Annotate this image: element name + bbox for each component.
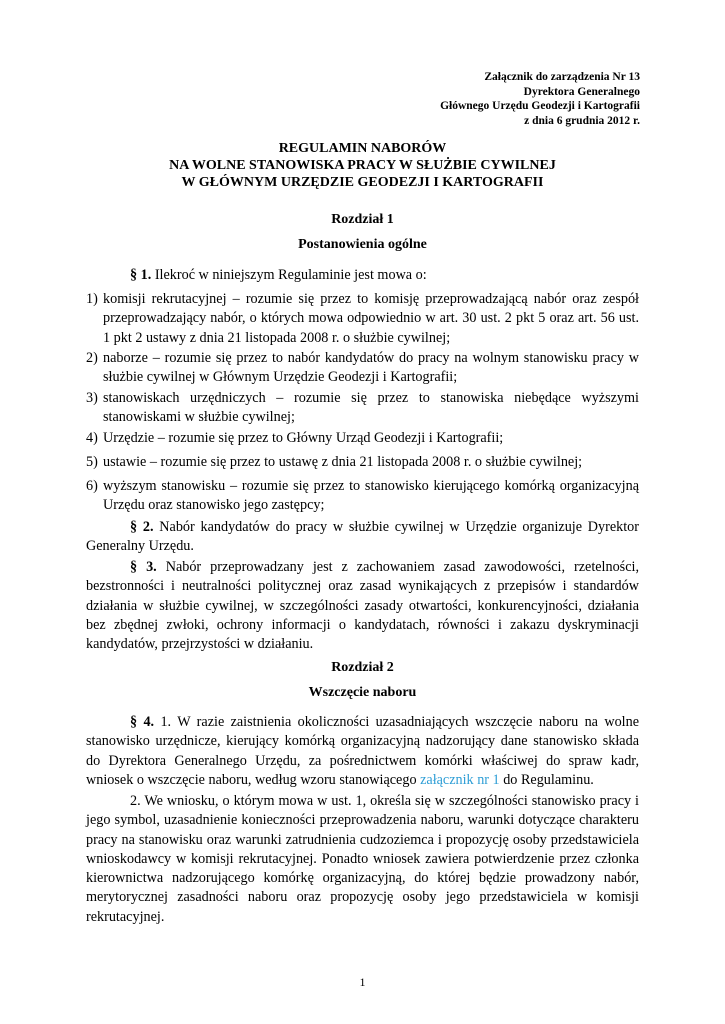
paragraph-4-text-end: do Regulaminu.: [499, 771, 594, 788]
definition-item: [86, 477, 639, 516]
paragraph-1-text: Ilekroć w niniejszym Regulaminie jest mowa o:: [151, 267, 427, 283]
definition-number: 6): [86, 478, 98, 494]
paragraph-3: [86, 558, 639, 654]
chapter-2-name: Wszczęcie naboru: [308, 685, 417, 700]
definition-text: ustawie – rozumie się przez to ustawę z dnia 21 listopada 2008 r. o służbie cywilnej;: [103, 454, 583, 470]
definition-number: 1): [86, 291, 98, 307]
definition-item: [86, 349, 639, 388]
header-line-4: z dnia 6 grudnia 2012 r.: [524, 114, 640, 127]
definition-text: wyższym stanowisku – rozumie się przez to stanowisko kierującego komórką organizacyjną Urzędu oraz stanowisko jego zastępcy;: [103, 478, 639, 514]
definition-item: [86, 453, 639, 472]
definition-item: [86, 290, 639, 348]
paragraph-2-text: Nabór kandydatów do pracy w służbie cywilnej w Urzędzie organizuje Dyrektor Generalny Urzędu.: [86, 519, 640, 555]
paragraph-4-text: 1. W razie zaistnienia okoliczności uzasadniających wszczęcie naboru na wolne stanowisko urzędnicze, kierujący komórką organizacyjną nadzorujący dane stanowisko składa do Dyrektora Generalnego Urzędu, za pośrednictwem komórki właściwej do spraw kadr, wniosek o wszczęcie naboru, według wzoru stanowiącego: [86, 714, 639, 788]
attachment-1-link[interactable]: załącznik nr 1: [420, 771, 500, 788]
document-title: [0, 140, 725, 191]
definition-text: komisji rekrutacyjnej – rozumie się przez to komisję przeprowadzającą nabór oraz zespół przeprowadzający nabór, o których mowa odpowiednio w art. 30 ust. 2 pkt 5 oraz art. 56 ust. 1 pkt 2 ustawy z dnia 21 listopada 2008 r. o służbie cywilnej;: [103, 291, 639, 346]
paragraph-4-mark: § 4.: [130, 714, 155, 730]
chapter-1-name: Postanowienia ogólne: [298, 237, 427, 252]
title-line-2: NA WOLNE STANOWISKA PRACY W SŁUŻBIE CYWILNEJ: [169, 158, 556, 173]
paragraph-3-text: Nabór przeprowadzany jest z zachowaniem zasad zawodowości, rzetelności, bezstronności i neutralności politycznej oraz zasad wynikających z przepisów i standardów działania w służbie cywilnej, w szczególności zasady otwartości, konkurencyjności, działania bez zbędnej zwłoki, ochrony informacji o kandydatach, równości i zakazu dyskryminacji kandydatów, przejrzystości w działaniu.: [86, 559, 639, 653]
page-number: 1: [359, 975, 366, 989]
paragraph-4-point-2: 2. We wniosku, o którym mowa w ust. 1, określa się w szczególności stanowisko pracy i jego symbol, uzasadnienie konieczności przeprowadzenia naboru, warunki dotyczące charakteru pracy na stanowisku oraz warunki zatrudnienia cudzoziemca i propozycję osoby przedstawiciela wnioskodawcy w komisji rekrutacyjnej. Ponadto wniosek zawiera potwierdzenie przez członka kierownictwa nadzorującego komórkę organizacyjną, do której będzie prowadzony nabór, merytorycznej zasadności naboru oraz propozycję osoby jego przedstawiciela w komisji rekrutacyjnej.: [86, 793, 639, 925]
paragraph-2-mark: § 2.: [130, 519, 154, 535]
paragraph-4: [86, 713, 639, 790]
paragraph-1: [86, 266, 639, 285]
chapter-2-label: Rozdział 2: [331, 660, 394, 675]
definition-text: Urzędzie – rozumie się przez to Główny Urząd Geodezji i Kartografii;: [103, 430, 504, 446]
header-line-2: Dyrektora Generalnego: [523, 85, 640, 98]
paragraph-1-mark: § 1.: [130, 267, 152, 283]
attachment-header: [440, 70, 640, 128]
chapter-1-label: Rozdział 1: [331, 212, 394, 227]
definition-item: [86, 389, 639, 428]
paragraph-3-mark: § 3.: [130, 559, 157, 575]
definition-number: 2): [86, 350, 98, 366]
paragraph-2: [86, 518, 639, 557]
definition-number: 3): [86, 390, 98, 406]
title-line-3: W GŁÓWNYM URZĘDZIE GEODEZJI I KARTOGRAFII: [181, 175, 544, 190]
definition-text: naborze – rozumie się przez to nabór kandydatów do pracy na wolnym stanowisku pracy w służbie cywilnej w Głównym Urzędzie Geodezji i Kartografii;: [103, 350, 639, 386]
definition-number: 5): [86, 454, 98, 470]
definition-number: 4): [86, 430, 98, 446]
header-line-3: Głównego Urzędu Geodezji i Kartografii: [440, 100, 640, 112]
title-line-1: REGULAMIN NABORÓW: [278, 141, 447, 156]
header-line-1: Załącznik do zarządzenia Nr 13: [484, 71, 640, 83]
definition-item: [86, 429, 639, 448]
definition-text: stanowiskach urzędniczych – rozumie się przez to stanowiska niebędące wyższymi stanowiskami w służbie cywilnej;: [103, 390, 639, 426]
